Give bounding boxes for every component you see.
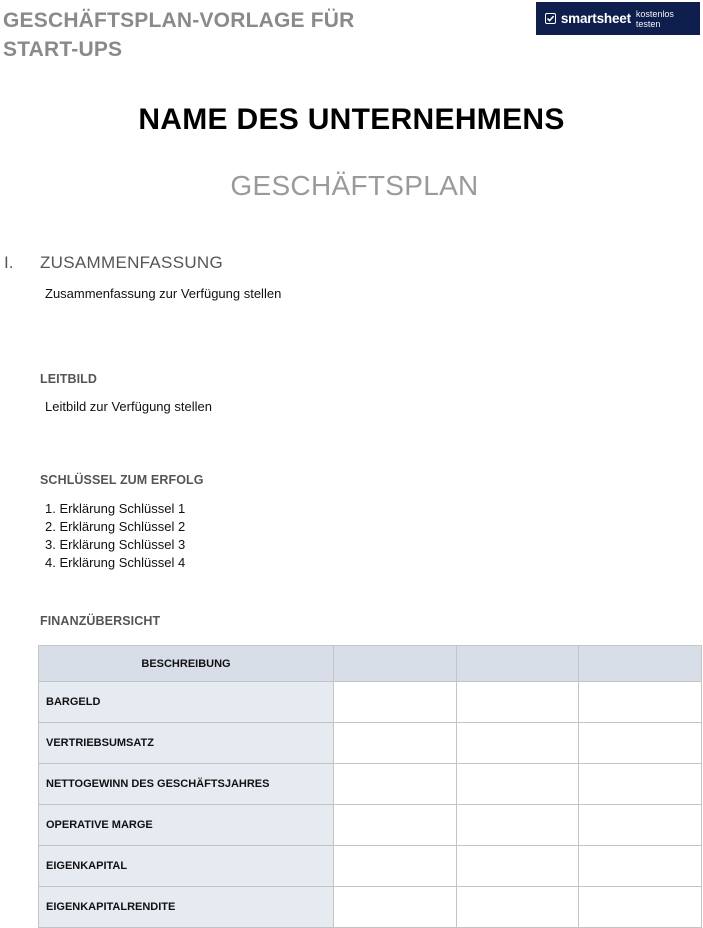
section-heading-summary (4, 252, 223, 274)
row-label-operating-margin: OPERATIVE MARGE (39, 805, 334, 846)
keys-heading: SCHLÜSSEL ZUM ERFOLG (40, 473, 204, 487)
column-header (457, 646, 579, 682)
table-cell[interactable] (334, 887, 457, 928)
table-cell[interactable] (457, 682, 579, 723)
table-row (39, 846, 702, 887)
table-cell[interactable] (579, 887, 702, 928)
row-label-return-on-equity: EIGENKAPITALRENDITE (39, 887, 334, 928)
table-cell[interactable] (579, 764, 702, 805)
table-cell[interactable] (579, 805, 702, 846)
section-title: ZUSAMMENFASSUNG (40, 253, 224, 272)
table-row (39, 764, 702, 805)
table-cell[interactable] (457, 764, 579, 805)
document-title-line-2: START-UPS (3, 38, 123, 61)
table-cell[interactable] (579, 723, 702, 764)
list-item: 3. Erklärung Schlüssel 3 (45, 537, 186, 552)
row-label-net-profit: NETTOGEWINN DES GESCHÄFTSJAHRES (39, 764, 334, 805)
smartsheet-trial-banner[interactable] (536, 2, 700, 35)
table-cell[interactable] (334, 682, 457, 723)
table-cell[interactable] (457, 846, 579, 887)
checkmark-icon (545, 13, 557, 25)
table-cell[interactable] (457, 805, 579, 846)
list-item: 4. Erklärung Schlüssel 4 (45, 555, 186, 570)
company-name: NAME DES UNTERNEHMENS (138, 103, 565, 136)
document-title (3, 6, 423, 64)
keys-list (45, 500, 185, 572)
row-label-equity: EIGENKAPITAL (39, 846, 334, 887)
plan-subtitle: GESCHÄFTSPLAN (230, 170, 479, 201)
table-row (39, 887, 702, 928)
table-cell[interactable] (457, 887, 579, 928)
column-header (579, 646, 702, 682)
mission-heading: LEITBILD (40, 372, 98, 386)
table-cell[interactable] (579, 682, 702, 723)
column-header (334, 646, 457, 682)
table-row (39, 723, 702, 764)
document-title-line-1: GESCHÄFTSPLAN-VORLAGE FÜR (3, 9, 355, 32)
table-row (39, 805, 702, 846)
finance-heading: FINANZÜBERSICHT (40, 614, 161, 628)
row-label-sales-revenue: VERTRIEBSUMSATZ (39, 723, 334, 764)
table-cell[interactable] (334, 805, 457, 846)
table-row (39, 682, 702, 723)
brand-name: smartsheet (560, 11, 631, 26)
row-label-cash: BARGELD (39, 682, 334, 723)
financial-summary-table (38, 645, 702, 928)
table-cell[interactable] (334, 764, 457, 805)
list-item: 2. Erklärung Schlüssel 2 (45, 519, 186, 534)
mission-text: Leitbild zur Verfügung stellen (45, 399, 212, 414)
free-trial-link[interactable]: kostenlos testen (635, 8, 674, 29)
summary-text: Zusammenfassung zur Verfügung stellen (45, 286, 282, 301)
table-cell[interactable] (334, 846, 457, 887)
column-header-description: BESCHREIBUNG (39, 646, 334, 682)
list-item: 1. Erklärung Schlüssel 1 (45, 501, 186, 516)
table-cell[interactable] (457, 723, 579, 764)
section-number: I. (4, 253, 14, 272)
table-header-row (39, 646, 702, 682)
table-cell[interactable] (334, 723, 457, 764)
table-cell[interactable] (579, 846, 702, 887)
